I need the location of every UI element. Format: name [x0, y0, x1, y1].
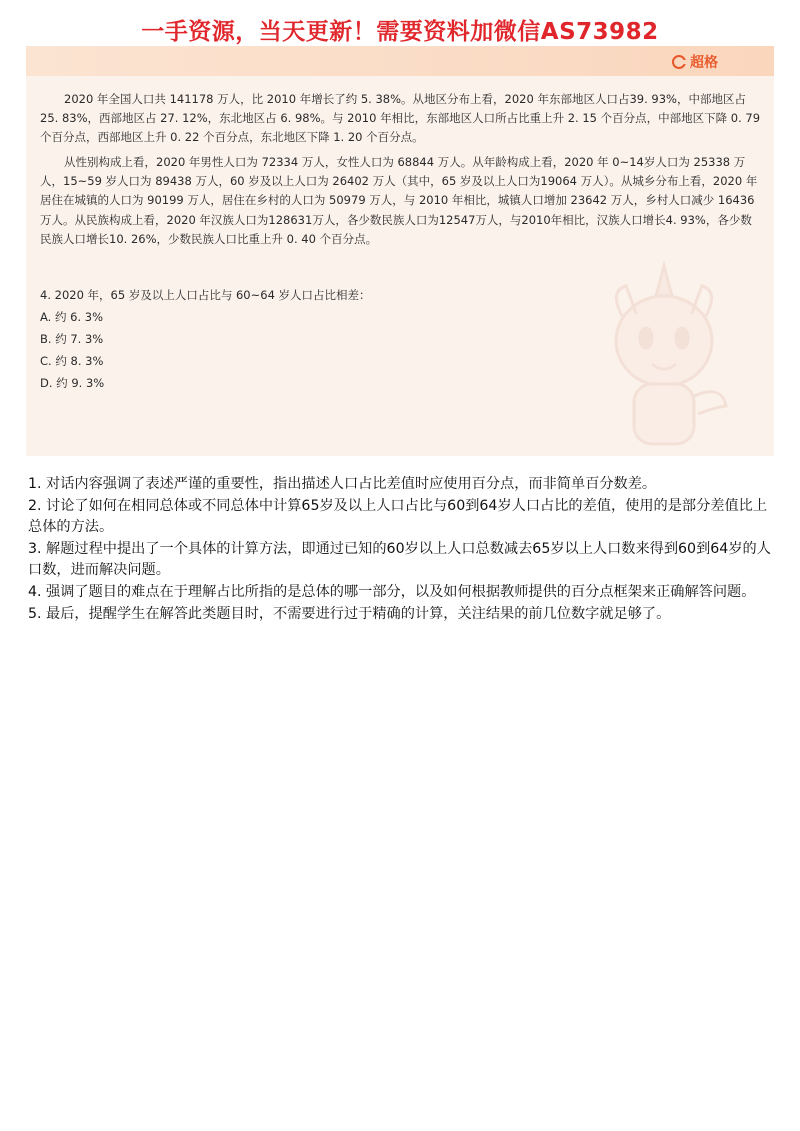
question-image-card	[26, 46, 774, 456]
note-item: 2. 讨论了如何在相同总体或不同总体中计算65岁及以上人口占比与60到64岁人口占比的差值，使用的是部分差值比上总体的方法。	[28, 497, 768, 536]
option-b[interactable]: B. 约 7. 3%	[40, 332, 104, 346]
watermark-banner: 一手资源，当天更新！需要资料加微信AS73982	[26, 12, 774, 52]
question-stem: 4. 2020 年，65 岁及以上人口占比与 60~64 岁人口占比相差：	[40, 288, 371, 302]
note-item: 5. 最后，提醒学生在解答此类题目时，不需要进行过于精确的计算，关注结果的前几位数字就足够了。	[28, 605, 671, 622]
question-block	[40, 284, 371, 394]
card-header-band	[26, 46, 774, 76]
option-a[interactable]: A. 约 6. 3%	[40, 310, 104, 324]
material-paragraph-2: 从性别构成上看，2020 年男性人口为 72334 万人，女性人口为 68844 万人。从年龄构成上看，2020 年 0~14岁人口为 25338 万人，15~59 岁人口为 89438 万人，60 岁及以上人口为 26402 万人（其中，65 岁及以上人口为19064 万人）。从城乡分布上看，2020 年居住在城镇的人口为 90199 万人，居住在乡村的人口为 50979 万人，与 2010 年相比，城镇人口增加 23642 万人，乡村人口减少 16436 万人。从民族构成上看，2020 年汉族人口为128631万人，各少数民族人口为12547万人，与2010年相比，汉族人口增长4. 93%，各少数民族人口增长10. 26%，少数民族人口比重上升 0. 40 个百分点。	[40, 155, 758, 246]
brand-mark	[672, 52, 718, 72]
material-paragraph-1: 2020 年全国人口共 141178 万人，比 2010 年增长了约 5. 38%。从地区分布上看，2020 年东部地区人口占39. 93%，中部地区占 25. 83%，西部地区占 27. 12%，东北地区占 6. 98%。与 2010 年相比，东部地区人口所占比重上升 2. 15 个百分点，中部地区下降 0. 79 个百分点，西部地区上升 0. 22 个百分点，东北地区下降 1. 20 个百分点。	[40, 92, 761, 145]
brand-logo-icon	[672, 55, 686, 69]
summary-notes	[28, 474, 776, 625]
note-item: 4. 强调了题目的难点在于理解占比所指的是总体的哪一部分，以及如何根据教师提供的百分点框架来正确解答问题。	[28, 583, 756, 600]
unicorn-mascot-icon	[594, 256, 734, 456]
option-c[interactable]: C. 约 8. 3%	[40, 354, 104, 368]
note-item: 3. 解题过程中提出了一个具体的计算方法，即通过已知的60岁以上人口总数减去65岁以上人口数来得到60到64岁的人口数，进而解决问题。	[28, 540, 771, 579]
note-item: 1. 对话内容强调了表述严谨的重要性，指出描述人口占比差值时应使用百分点，而非简单百分数差。	[28, 476, 657, 492]
brand-name: 超格	[690, 55, 718, 71]
option-d[interactable]: D. 约 9. 3%	[40, 376, 105, 390]
